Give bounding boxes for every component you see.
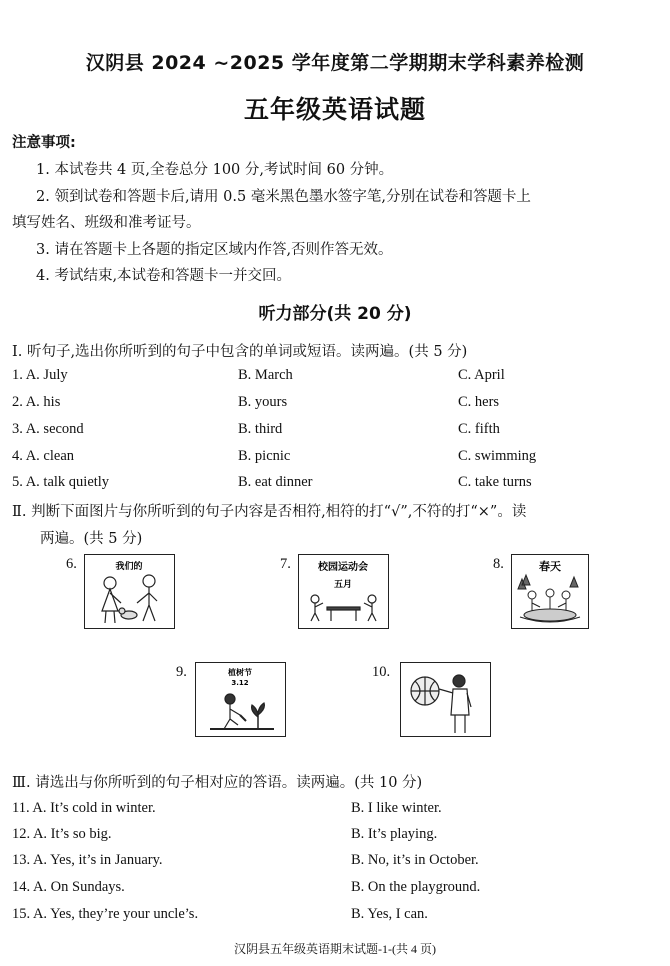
- part2-instruction: Ⅱ. 判断下面图片与你所听到的句子内容是否相符,相符的打“√”,不符的打“×”。读: [12, 504, 527, 520]
- q4-option-a: 4. A. clean: [12, 448, 75, 464]
- q2-option-a: 2. A. his: [12, 394, 61, 410]
- exam-subtitle: 五年级英语试题: [243, 95, 426, 124]
- q15-option-a: 15. A. Yes, they’re your uncle’s.: [12, 906, 199, 922]
- q5-option-a: 5. A. talk quietly: [12, 474, 110, 490]
- page-footer: 汉阴县五年级英语期末试题-1-(共 4 页): [234, 942, 436, 956]
- note-item: 填写姓名、班级和准考证号。: [12, 215, 201, 231]
- q4-option-c: C. swimming: [458, 448, 537, 464]
- q14-option-b: B. On the playground.: [351, 879, 481, 895]
- q4-option-b: B. picnic: [238, 448, 291, 464]
- family-picnic-picture: [511, 554, 589, 629]
- basketball-player-picture: [400, 662, 491, 737]
- note-item: 1. 本试卷共 4 页,全卷总分 100 分,考试时间 60 分钟。: [36, 162, 394, 178]
- pic9-label: 植树节: [228, 668, 252, 677]
- planting-tree-picture: [195, 662, 286, 737]
- pic10-number: 10.: [372, 664, 391, 680]
- pic9-label-date: 3.12: [231, 679, 249, 687]
- q2-option-b: B. yours: [238, 394, 288, 410]
- note-item: 2. 领到试卷和答题卡后,请用 0.5 毫米黑色墨水签字笔,分别在试卷和答题卡上: [36, 189, 531, 205]
- pic9-number: 9.: [176, 664, 187, 680]
- note-item: 3. 请在答题卡上各题的指定区域内作答,否则作答无效。: [36, 242, 393, 258]
- q2-option-c: C. hers: [458, 394, 500, 410]
- notes-heading: 注意事项:: [12, 135, 76, 151]
- note-item: 4. 考试结束,本试卷和答题卡一并交回。: [36, 268, 292, 284]
- q3-option-b: B. third: [238, 421, 283, 437]
- part3-instruction: Ⅲ. 请选出与你所听到的句子相对应的答语。读两遍。(共 10 分): [12, 775, 423, 791]
- part2-instruction-cont: 两遍。(共 5 分): [40, 531, 143, 547]
- section-title: 听力部分(共 20 分): [258, 304, 412, 324]
- exam-title: 汉阴县 2024 ~2025 学年度第二学期期末学科素养检测: [85, 52, 585, 74]
- q15-option-b: B. Yes, I can.: [351, 906, 428, 922]
- pic7-label-month: 五月: [333, 580, 353, 590]
- q1-option-b: B. March: [238, 367, 293, 383]
- q13-option-b: B. No, it’s in October.: [351, 852, 479, 868]
- part1-instruction: Ⅰ. 听句子,选出你所听到的句子中包含的单词或短语。读两遍。(共 5 分): [12, 344, 468, 360]
- q1-option-a: 1. A. July: [12, 367, 68, 383]
- q12-option-a: 12. A. It’s so big.: [12, 826, 112, 842]
- ping-pong-picture: [298, 554, 389, 629]
- q1-option-c: C. April: [458, 367, 505, 383]
- pic7-label: 校园运动会: [318, 562, 368, 573]
- pic6-number: 6.: [66, 556, 77, 572]
- pic8-number: 8.: [493, 556, 504, 572]
- children-with-dog-picture: [84, 554, 175, 629]
- q11-option-a: 11. A. It’s cold in winter.: [12, 800, 156, 816]
- q3-option-a: 3. A. second: [12, 421, 84, 437]
- q5-option-c: C. take turns: [458, 474, 532, 490]
- q14-option-a: 14. A. On Sundays.: [12, 879, 125, 895]
- q5-option-b: B. eat dinner: [238, 474, 313, 490]
- q12-option-b: B. It’s playing.: [351, 826, 438, 842]
- pic8-label: 春天: [539, 560, 561, 573]
- pic7-number: 7.: [280, 556, 291, 572]
- q11-option-b: B. I like winter.: [351, 800, 442, 816]
- q3-option-c: C. fifth: [458, 421, 500, 437]
- pic6-label: 我们的: [115, 562, 143, 572]
- q13-option-a: 13. A. Yes, it’s in January.: [12, 852, 163, 868]
